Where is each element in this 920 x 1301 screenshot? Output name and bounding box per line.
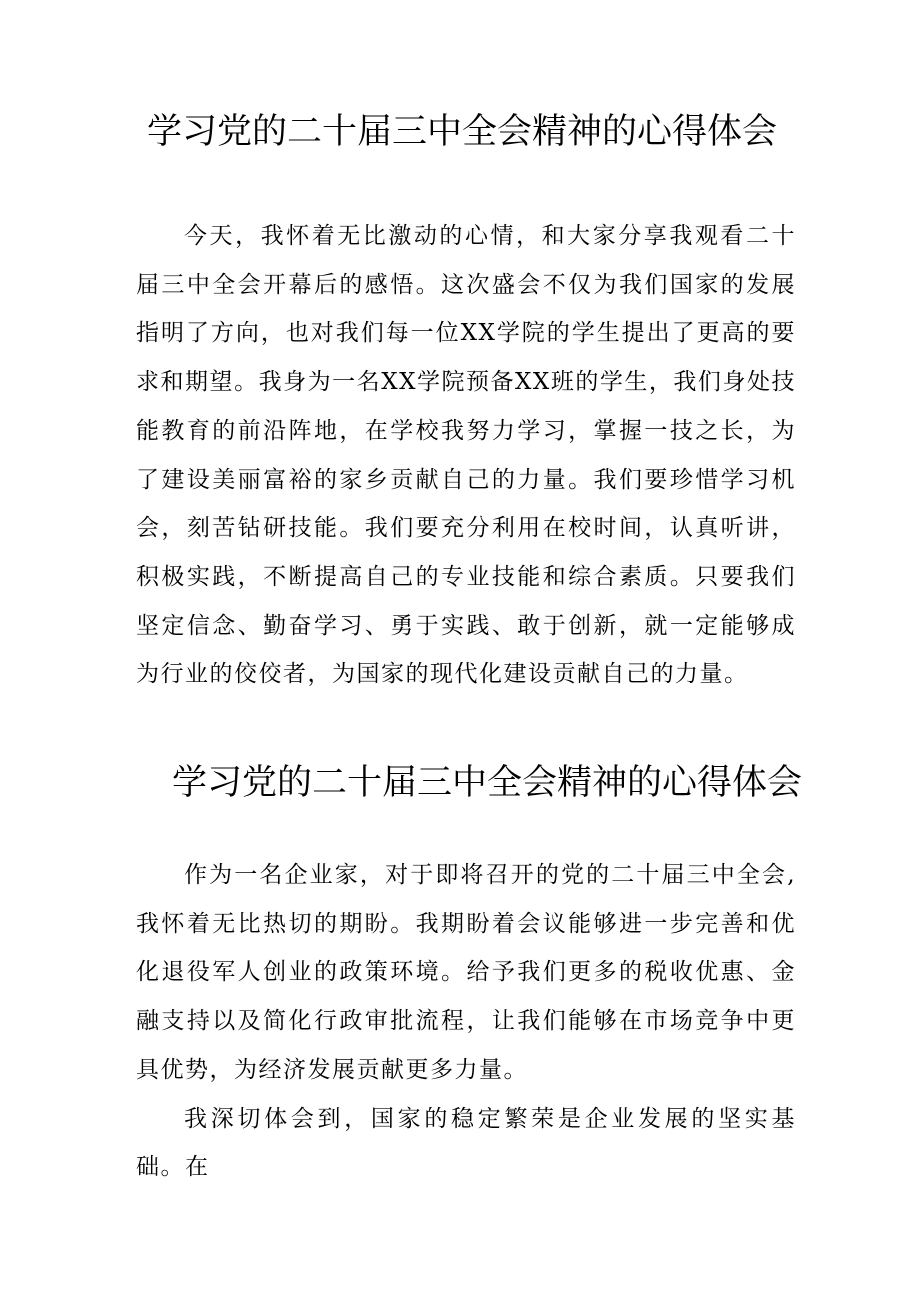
section-1-paragraph-1: 今天，我怀着无比激动的心情，和大家分享我观看二十届三中全会开幕后的感悟。这次盛会不仅为我们国家的发展指明了方向，也对我们每一位XX学院的学生提出了更高的要求和期望。我身为一名XX学院预备XX班的学生，我们身处技能教育的前沿阵地，在学校我努力学习，掌握一技之长，为了建设美丽富裕的家乡贡献自己的力量。我们要珍惜学习机会，刻苦钻研技能。我们要充分利用在校时间，认真听讲，积极实践，不断提高自己的专业技能和综合素质。只要我们坚定信念、勤奋学习、勇于实践、敢于创新，就一定能够成为行业的佼佼者，为国家的现代化建设贡献自己的力量。 xyxy=(136,223,796,688)
section-2-title: 学习党的二十届三中全会精神的心得体会 xyxy=(172,763,803,803)
section-2-paragraph-2: 我深切体会到，国家的稳定繁荣是企业发展的坚实基础。在 xyxy=(136,1105,796,1181)
section-1-body xyxy=(136,212,796,699)
section-2-body xyxy=(136,851,796,1192)
section-1-title: 学习党的二十届三中全会精神的心得体会 xyxy=(147,112,778,152)
section-2-paragraph-1: 作为一名企业家，对于即将召开的党的二十届三中全会,我怀着无比热切的期盼。我期盼着会议能够进一步完善和优化退役军人创业的政策环境。给予我们更多的税收优惠、金融支持以及简化行政审批流程，让我们能够在市场竞争中更具优势，为经济发展贡献更多力量。 xyxy=(136,862,796,1083)
